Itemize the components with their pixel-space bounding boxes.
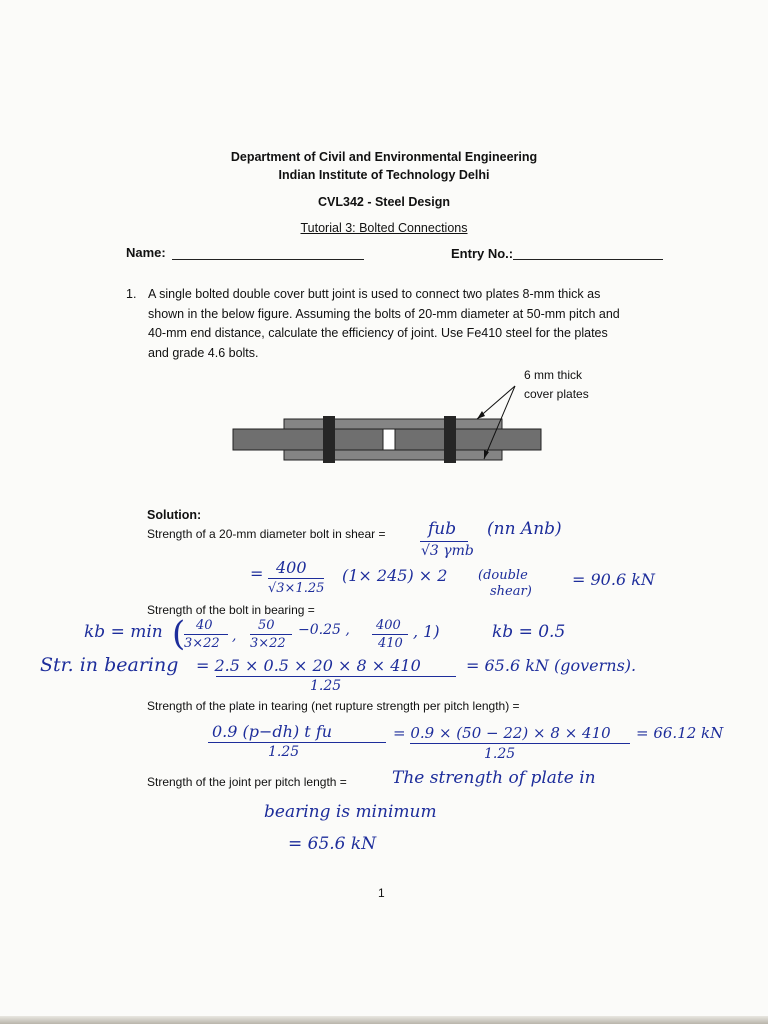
hw-kb-result: kb = 0.5 (492, 622, 566, 642)
hw-fraction-bar (216, 676, 456, 677)
hw-fraction-bar (184, 634, 228, 635)
figure-label-line2: cover plates (524, 387, 589, 401)
hw-calc-middle: (1× 245) × 2 (342, 566, 448, 585)
question-line: 40-mm end distance, calculate the efficiency of joint. Use Fe410 steel for the plates (148, 326, 608, 340)
solution-heading: Solution: (147, 508, 202, 522)
hw-kb-frac3-den: 410 (378, 636, 403, 651)
question-line: A single bolted double cover butt joint is used to connect two plates 8-mm thick as (148, 287, 601, 301)
page-bottom-edge (0, 1016, 768, 1024)
butt-joint-figure (0, 0, 768, 480)
hw-kb-frac1-num: 40 (196, 618, 213, 633)
hw-open-paren: ( (172, 614, 186, 654)
hw-calc-equals: = (250, 564, 264, 583)
hw-bearing-numerator: = 2.5 × 0.5 × 20 × 8 × 410 (196, 656, 421, 675)
top-cover-plate (284, 419, 502, 429)
hw-fraction-bar (420, 541, 468, 542)
department-title: Department of Civil and Environmental Engineering (230, 150, 538, 164)
right-main-plate (395, 429, 541, 450)
hw-tear-denominator: 1.25 (268, 744, 300, 760)
left-bolt (323, 416, 335, 463)
institute-title: Indian Institute of Technology Delhi (278, 168, 490, 182)
hw-fraction-bar (268, 578, 324, 579)
hw-kb-minus: −0.25 , (298, 622, 350, 638)
hw-kb-label: kb = min (84, 622, 163, 642)
hw-shear-paren: (nn Anb) (487, 519, 562, 539)
shear-strength-label: Strength of a 20-mm diameter bolt in shear = (147, 527, 386, 541)
figure-label-line1: 6 mm thick (524, 368, 583, 382)
hw-tear-numerator: 0.9 (p−dh) t fu (212, 722, 333, 741)
course-title: CVL342 - Steel Design (318, 195, 450, 209)
right-bolt (444, 416, 456, 463)
left-main-plate (233, 429, 383, 450)
hw-calc-numerator: 400 (276, 558, 307, 577)
hw-fraction-bar (208, 742, 386, 743)
question-number: 1. (126, 287, 137, 301)
joint-strength-label: Strength of the joint per pitch length = (147, 775, 347, 789)
question-line: and grade 4.6 bolts. (148, 345, 259, 360)
hw-joint-line2: bearing is minimum (264, 802, 437, 822)
hw-kb-frac1-den: 3×22 (184, 636, 220, 651)
tutorial-title-text: Tutorial 3: Bolted Connections (300, 221, 468, 235)
hw-comma: , (232, 628, 237, 644)
arrowhead-top (477, 411, 485, 419)
hw-shear-result: = 90.6 kN (572, 570, 655, 589)
hw-fraction-bar (372, 634, 408, 635)
hw-kb-frac3-num: 400 (376, 618, 401, 633)
bearing-strength-label: Strength of the bolt in bearing = (147, 603, 315, 617)
hw-fraction-bar (250, 634, 292, 635)
page-number: 1 (378, 886, 385, 900)
hw-joint-line3: = 65.6 kN (288, 834, 377, 854)
hw-joint-line1: The strength of plate in (392, 768, 596, 788)
hw-kb-end: , 1) (413, 622, 440, 641)
hw-shear-denominator: √3 γmb (421, 543, 474, 559)
question-line: shown in the below figure. Assuming the bolts of 20-mm diameter at 50-mm pitch and (148, 306, 620, 321)
hw-tear-denominator-values: 1.25 (484, 746, 516, 762)
tearing-strength-label: Strength of the plate in tearing (net rupture strength per pitch length) = (147, 699, 520, 713)
hw-shear-numerator: fub (428, 519, 457, 539)
hw-tear-numerator-values: = 0.9 × (50 − 22) × 8 × 410 (393, 724, 611, 742)
plate-gap (383, 429, 395, 450)
hw-bearing-result: = 65.6 kN (governs). (466, 656, 637, 675)
hw-kb-frac2-den: 3×22 (250, 636, 286, 651)
hw-fraction-bar (410, 743, 630, 744)
hw-bearing-denominator: 1.25 (310, 678, 342, 694)
hw-double-line2: shear) (490, 584, 532, 599)
hw-calc-denominator: √3×1.25 (268, 581, 325, 596)
hw-kb-frac2-num: 50 (258, 618, 275, 633)
name-label: Name: (126, 245, 166, 260)
hw-bearing-label: Str. in bearing (40, 654, 179, 676)
bottom-cover-plate (284, 450, 502, 460)
hw-double-line1: (double (478, 568, 528, 583)
entry-no-label: Entry No.: (451, 246, 514, 261)
hw-tear-result: = 66.12 kN (636, 724, 724, 742)
